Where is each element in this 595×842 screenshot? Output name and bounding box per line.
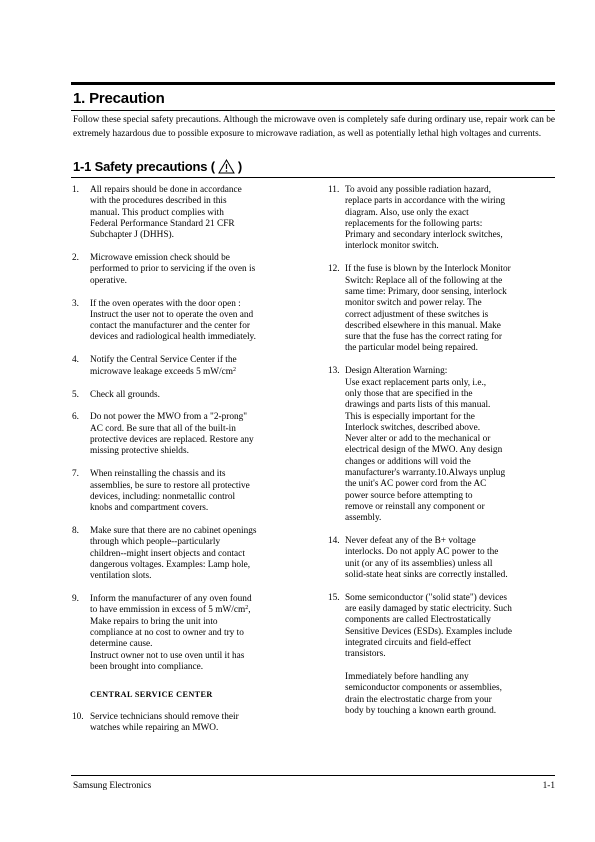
item-number: 4. [72, 355, 79, 366]
line-tail: , [248, 605, 251, 616]
item-line: devices, including: nonmetallic control [90, 491, 236, 502]
item-line: operative. [90, 275, 127, 286]
item-number: 5. [72, 389, 79, 400]
item-number: 12. [328, 264, 340, 275]
list-item [328, 185, 554, 253]
item-line: Do not power the MWO from a "2-prong" [90, 412, 248, 423]
item-line: children--might insert objects and contact [90, 548, 245, 559]
item-line: Subchapter J (DHHS). [90, 230, 174, 241]
item-number: 11. [328, 185, 340, 195]
list-item [72, 594, 304, 673]
item-line: Immediately before handling any [345, 671, 469, 682]
item-line: Instruct owner not to use oven until it has [90, 650, 245, 661]
item-line: the unit's AC power cord from the AC [345, 479, 487, 490]
item-line: All repairs should be done in accordance [90, 185, 242, 195]
item-text [90, 355, 304, 378]
item-text [90, 412, 304, 457]
item-line: If the fuse is blown by the Interlock Monitor [345, 264, 511, 275]
subsection-title-suffix: ) [237, 159, 242, 174]
item-line: ventilation slots. [90, 571, 152, 582]
item-line: Notify the Central Service Center if the [90, 355, 237, 366]
paragraph-gap [345, 661, 554, 672]
item-line: AC cord. Be sure that all of the built-in [90, 423, 236, 434]
footer-page-number: 1-1 [542, 781, 555, 791]
item-line-with-superscript [90, 367, 304, 378]
list-item [328, 536, 554, 581]
item-line: If the oven operates with the door open : [90, 298, 241, 309]
item-line: performed to prior to servicing if the oven is [90, 264, 256, 275]
item-line: diagram. Also, use only the exact [345, 207, 469, 218]
left-column [72, 185, 304, 746]
item-line: the particular model being repaired. [345, 343, 478, 354]
item-line: This is especially important for the [345, 411, 475, 422]
item-line: Check all grounds. [90, 389, 160, 400]
list-item [72, 185, 304, 241]
item-line: compliance at no cost to owner and try to [90, 627, 244, 638]
item-text [345, 264, 554, 354]
item-text [90, 712, 304, 735]
item-line: knobs and compartment covers. [90, 503, 209, 514]
item-line: Some semiconductor ("solid state") devices [345, 592, 507, 603]
superscript-2: 2 [233, 366, 236, 373]
item-number: 7. [72, 469, 79, 480]
item-line: microwave leakage exceeds 5 mW/cm [90, 366, 233, 377]
item-line: devices and radiological health immediately. [90, 332, 256, 343]
item-line: Design Alteration Warning: [345, 366, 448, 377]
item-line: Make sure that there are no cabinet openings [90, 525, 257, 536]
item-line: remove or reinstall any component or [345, 501, 485, 512]
item-line: contact the manufacturer and the center for [90, 321, 251, 332]
item-line: Never alter or add to the mechanical or [345, 434, 491, 445]
item-line: to have emmission in excess of 5 mW/cm [90, 605, 246, 616]
item-text [345, 185, 554, 253]
item-line: integrated circuits and field-effect [345, 638, 472, 649]
item-line: Never defeat any of the B+ voltage [345, 536, 476, 547]
item-line: semiconductor components or assemblies, [345, 683, 502, 694]
item-text [90, 594, 304, 673]
list-item [328, 593, 554, 717]
subsection-title-rule [71, 177, 555, 178]
item-line: through which people--particularly [90, 537, 221, 548]
item-line: Switch: Replace all of the following at the [345, 275, 503, 286]
list-item [72, 712, 304, 735]
list-item [72, 412, 304, 457]
item-line: Interlock switches, described above. [345, 422, 481, 433]
item-line: dangerous voltages. Examples: Lamp hole, [90, 559, 251, 570]
item-line: components are called Electrostatically [345, 615, 491, 626]
item-line: sure that the fuse has the correct rating for [345, 332, 502, 343]
superscript-2: 2 [245, 605, 249, 612]
item-text [90, 185, 304, 241]
item-line: watches while repairing an MWO. [90, 723, 219, 734]
item-line: manual. This product complies with [90, 207, 224, 218]
item-line: Service technicians should remove their [90, 712, 239, 723]
subsection-title-prefix: 1-1 Safety precautions ( [73, 159, 215, 174]
item-line: body by touching a known earth ground. [345, 705, 497, 716]
subsection-title [73, 159, 242, 174]
item-text [90, 390, 304, 401]
item-line: manufacturer's warranty.10.Always unplug [345, 468, 506, 479]
item-line: Instruct the user not to operate the oven and [90, 309, 254, 320]
section-title-rule [71, 110, 555, 111]
item-number: 10. [72, 712, 84, 723]
item-number: 8. [72, 525, 79, 536]
item-line: replace parts in accordance with the wiring [345, 196, 506, 207]
item-line: drawings and parts lists of this manual. [345, 400, 491, 411]
list-item [72, 299, 304, 344]
list-item [72, 355, 304, 378]
list-item [72, 390, 304, 401]
item-line: been brought into compliance. [90, 661, 204, 672]
item-line: changes or additions will void the [345, 456, 471, 467]
item-text [90, 469, 304, 514]
item-line: are easily damaged by static electricity. Such [345, 604, 512, 615]
list-item [72, 253, 304, 287]
item-line: Primary and secondary interlock switches, [345, 230, 503, 241]
item-line: Inform the manufacturer of any oven found [90, 594, 252, 605]
item-line: missing protective shields. [90, 446, 189, 457]
section-intro: Follow these special safety precautions. Although the microwave oven is completely safe during ordinary use, repair work can be extremely hazardous due to possible exposure to microwave radiation, as well as potentially lethal high voltages and currents. [73, 115, 555, 139]
item-line: Sensitive Devices (ESDs). Examples include [345, 626, 513, 637]
central-service-heading: CENTRAL SERVICE CENTER [90, 690, 213, 700]
item-line-with-superscript [90, 605, 304, 616]
item-text [90, 299, 304, 344]
item-number: 6. [72, 412, 79, 423]
item-line: replacements for the following parts: [345, 218, 483, 229]
item-line: only those that are specified in the [345, 388, 473, 399]
item-line: drain the electrostatic charge from your [345, 694, 492, 705]
warning-triangle-icon [218, 159, 235, 174]
item-line: Make repairs to bring the unit into [90, 616, 218, 627]
item-line: determine cause. [90, 639, 153, 650]
item-line: electrical design of the MWO. Any design [345, 445, 503, 456]
item-text [345, 536, 554, 581]
item-line: correct adjustment of these switches is [345, 309, 489, 320]
item-number: 9. [72, 594, 79, 605]
item-number: 15. [328, 592, 340, 603]
item-text [90, 253, 304, 287]
item-number: 14. [328, 536, 340, 547]
item-line: protective devices are replaced. Restore any [90, 435, 254, 446]
item-number: 13. [328, 366, 340, 377]
item-line: described elsewhere in this manual. Make [345, 320, 501, 331]
item-number: 1. [72, 185, 79, 195]
list-item [72, 526, 304, 582]
item-line: solid-state heat sinks are correctly installed. [345, 569, 508, 580]
item-line: Use exact replacement parts only, i.e., [345, 377, 487, 388]
item-line: interlocks. Do not apply AC power to the [345, 547, 499, 558]
item-line: assembly. [345, 513, 382, 524]
item-line: with the procedures described in this [90, 196, 227, 207]
item-number: 3. [72, 298, 79, 309]
list-item [328, 366, 554, 524]
list-item [328, 264, 554, 354]
section-title: 1. Precaution [73, 90, 165, 107]
list-item [72, 469, 304, 514]
item-line: unit (or any of its assemblies) unless all [345, 558, 493, 569]
item-line: power source before attempting to [345, 490, 473, 501]
item-text [345, 593, 554, 717]
item-line: assemblies, be sure to restore all protective [90, 480, 250, 491]
footer-rule [71, 775, 555, 776]
top-rule [71, 82, 555, 85]
item-line: Federal Performance Standard 21 CFR [90, 218, 235, 229]
item-line: Microwave emission check should be [90, 253, 230, 264]
item-number: 2. [72, 253, 79, 264]
item-line: To avoid any possible radiation hazard, [345, 185, 491, 195]
item-line: monitor switch and power relay. The [345, 298, 482, 309]
item-text [90, 526, 304, 582]
item-line: When reinstalling the chassis and its [90, 469, 226, 480]
footer-company: Samsung Electronics [73, 781, 152, 791]
item-line: interlock monitor switch. [345, 241, 439, 252]
right-column [328, 185, 554, 729]
item-line: same time: Primary, door sensing, interlock [345, 286, 507, 297]
item-text [345, 366, 554, 524]
item-line: transistors. [345, 649, 386, 660]
